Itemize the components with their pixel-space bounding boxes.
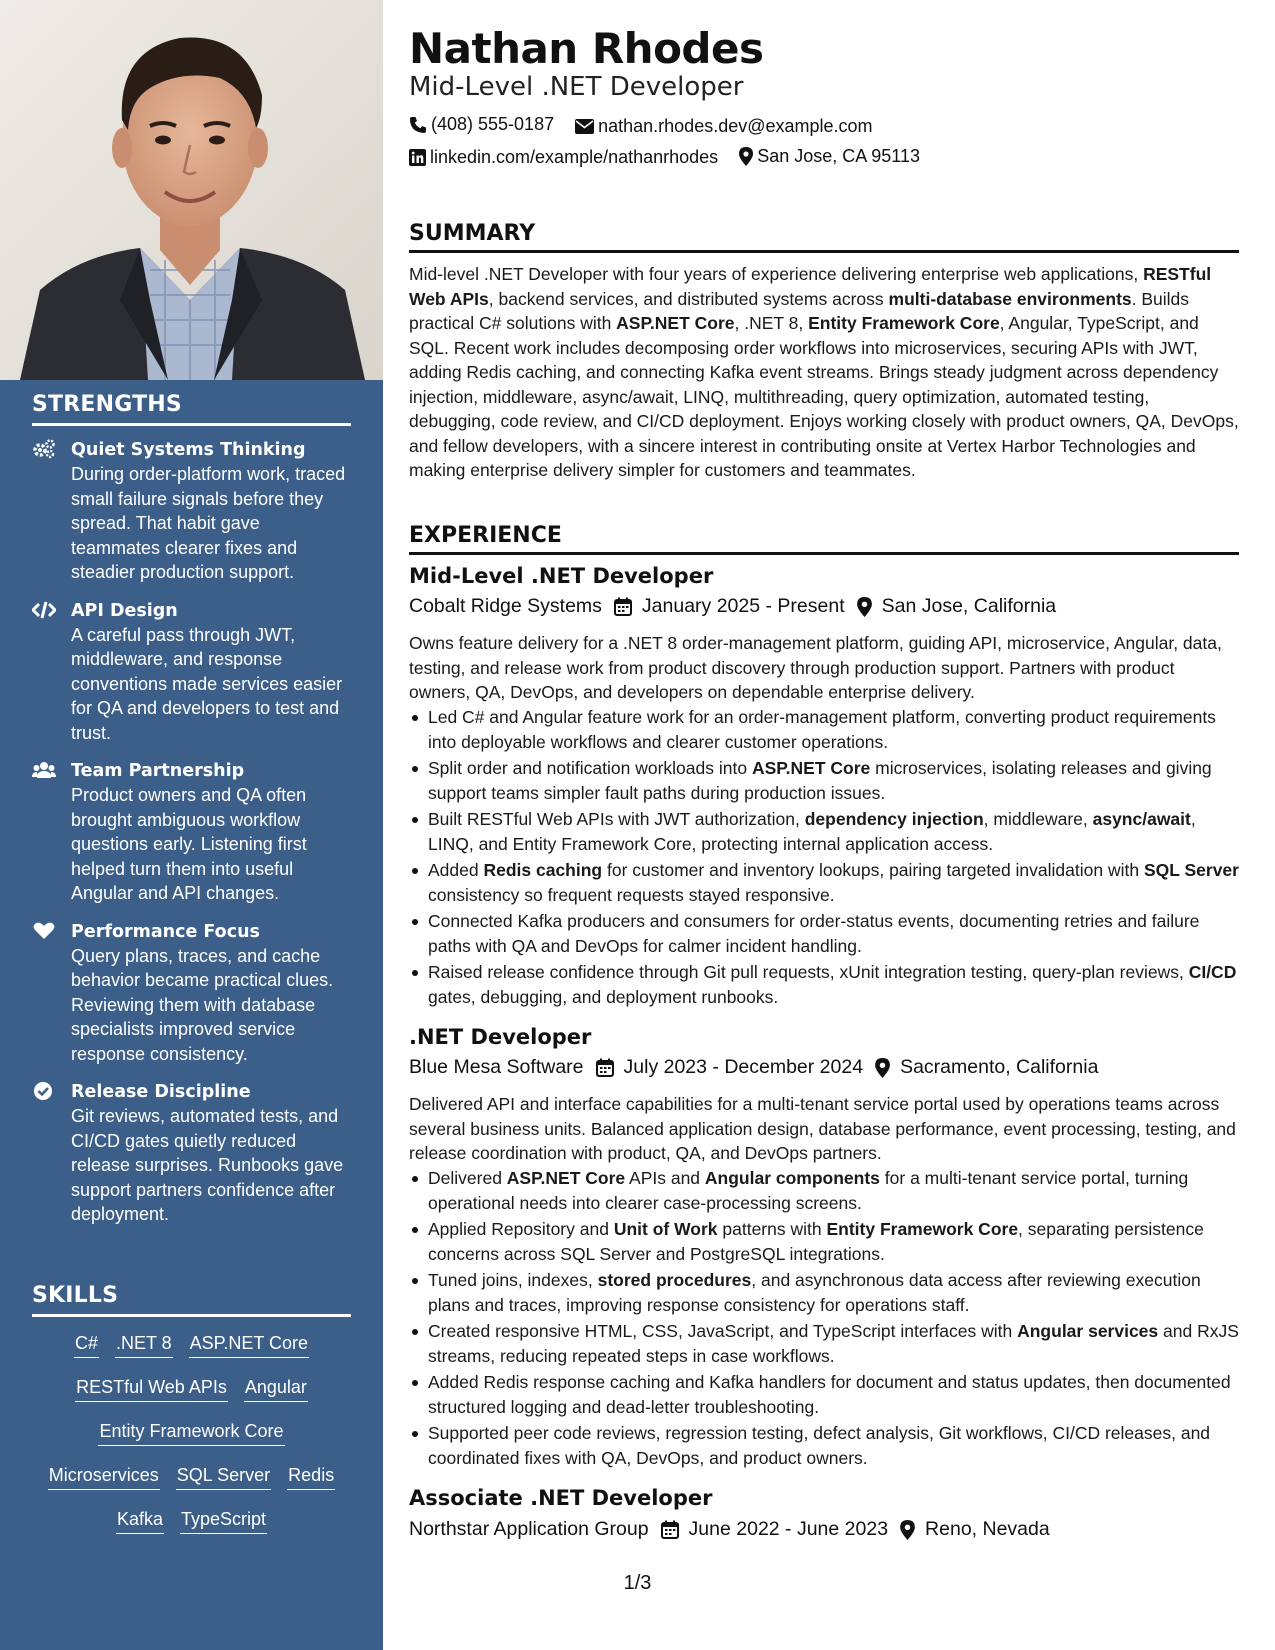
strength-item	[32, 1080, 351, 1227]
list-item: Applied Repository and Unit of Work patterns with Entity Framework Core, separating persistence concerns across SQL Server and PostgreSQL integrations.	[409, 1217, 1239, 1266]
location-contact	[739, 146, 920, 167]
job-description: Delivered API and interface capabilities for a multi-tenant service portal used by operations teams across several business units. Balanced application design, database performance, event processing, testing, and release coordination with product, QA, and DevOps partners.	[409, 1094, 1236, 1163]
list-item: Added Redis caching for customer and inventory lookups, pairing targeted invalidation with SQL Server consistency so frequent requests stayed responsive.	[409, 858, 1239, 907]
skills-heading: SKILLS	[32, 1283, 351, 1317]
job-title: .NET Developer	[409, 1025, 592, 1049]
strength-title: Performance Focus	[71, 921, 260, 942]
phone-contact[interactable]	[409, 114, 554, 135]
contact-row	[409, 114, 889, 139]
list-item: Added Redis response caching and Kafka handlers for document and status updates, then documented structured logging and dead-letter troubleshooting.	[409, 1370, 1239, 1419]
skill-tag: Angular	[244, 1375, 308, 1402]
list-item: Tuned joins, indexes, stored procedures, and asynchronous data access after reviewing execution plans and traces, improving response consistency for operations staff.	[409, 1268, 1239, 1317]
linkedin-text: linkedin.com/example/nathanrhodes	[430, 147, 719, 167]
map-pin-icon	[900, 1520, 915, 1540]
strength-text: A careful pass through JWT, middleware, and response conventions made services easier for QA and developers to test and trust.	[71, 624, 343, 743]
strengths-heading: STRENGTHS	[32, 392, 351, 426]
skill-tag: Redis	[287, 1463, 335, 1490]
strength-text: During order-platform work, traced small failure signals before they spread. That habit gave teammates clearer fixes and steadier production support.	[71, 464, 346, 582]
job-location: San Jose, California	[881, 595, 1057, 617]
list-item: Connected Kafka producers and consumers for order-status events, documenting retries and failure paths with QA and DevOps for calmer incident handling.	[409, 909, 1239, 958]
skill-tag: Kafka	[116, 1507, 164, 1534]
job-description: Owns feature delivery for a .NET 8 order-management platform, guiding API, microservice, Angular, data, testing, and release work from product discovery through production support. Partners with product owners, QA, DevOps, and developers on dependable enterprise delivery.	[409, 633, 1222, 702]
strength-title: API Design	[71, 600, 178, 621]
location-text: San Jose, CA 95113	[757, 146, 920, 166]
check-circle-icon	[32, 1081, 56, 1101]
gears-icon	[32, 439, 56, 459]
strength-text: Query plans, traces, and cache behavior became practical clues. Reviewing them with database specialists improved service response consistency.	[71, 945, 334, 1064]
strength-item	[32, 599, 351, 746]
summary-text: Mid-level .NET Developer with four years of experience delivering enterprise web applications, RESTful Web APIs, backend services, and distributed systems across multi-database environments. Builds practical C# solutions with ASP.NET Core, .NET 8, Entity Framework Core, Angular, TypeScript, and SQL. Recent work includes decomposing order workflows into microservices, securing APIs with JWT, adding Redis caching, and connecting Kafka event streams. Brings steady judgment across dependency injection, middleware, async/await, LINQ, multithreading, query optimization, automated testing, debugging, code review, and CI/CD deployment. Enjoys working closely with product owners, QA, DevOps, and fellow developers, with a sincere interest in contributing onsite at Vertex Harbor Technologies and making enterprise delivery simpler for customers and teammates.	[409, 264, 1239, 480]
job-bullets	[409, 705, 1239, 1011]
calendar-icon	[661, 1520, 679, 1539]
linkedin-contact[interactable]	[409, 147, 718, 168]
list-item: Created responsive HTML, CSS, JavaScript, and TypeScript interfaces with Angular services and RxJS streams, reducing repeated steps in case workflows.	[409, 1319, 1239, 1368]
job-title: Mid-Level .NET Developer	[409, 564, 714, 588]
map-pin-icon	[857, 597, 872, 617]
contact-row	[409, 146, 936, 171]
summary-heading: SUMMARY	[409, 221, 1239, 253]
calendar-icon	[596, 1058, 614, 1077]
email-contact[interactable]	[575, 116, 872, 137]
skill-tag: C#	[74, 1331, 99, 1358]
skills-section	[32, 1283, 351, 1551]
list-item: Split order and notification workloads into ASP.NET Core microservices, isolating releases and giving support teams simpler fault paths during production issues.	[409, 756, 1239, 805]
map-pin-icon	[875, 1058, 890, 1078]
job-dates: June 2022 - June 2023	[688, 1518, 889, 1540]
strength-item	[32, 920, 351, 1067]
email-text: nathan.rhodes.dev@example.com	[598, 115, 873, 136]
job-bullets	[409, 1166, 1239, 1472]
job-location: Sacramento, California	[900, 1056, 1099, 1078]
list-item: Raised release confidence through Git pull requests, xUnit integration testing, query-plan reviews, CI/CD gates, debugging, and deployment runbooks.	[409, 960, 1239, 1009]
company-name: Cobalt Ridge Systems	[409, 595, 602, 617]
list-item: Led C# and Angular feature work for an order-management platform, converting product requirements into deployable workflows and clearer customer operations.	[409, 705, 1239, 754]
job-meta	[409, 1056, 1098, 1079]
job-dates: January 2025 - Present	[641, 595, 845, 617]
page-number: 1/3	[623, 1572, 652, 1594]
company-name: Blue Mesa Software	[409, 1056, 584, 1078]
skill-tag: .NET 8	[115, 1331, 173, 1358]
company-name: Northstar Application Group	[409, 1518, 649, 1540]
experience-heading: EXPERIENCE	[409, 523, 1239, 555]
job-meta	[409, 595, 1056, 618]
skill-tag: SQL Server	[176, 1463, 271, 1490]
users-icon	[32, 760, 56, 780]
code-icon	[32, 600, 56, 620]
job-location: Reno, Nevada	[925, 1518, 1050, 1540]
skill-tag: Entity Framework Core	[98, 1419, 284, 1446]
skills-list	[32, 1331, 351, 1534]
skill-tag: TypeScript	[180, 1507, 267, 1534]
skill-tag: ASP.NET Core	[189, 1331, 309, 1358]
strength-title: Team Partnership	[71, 761, 245, 781]
skill-tag: RESTful Web APIs	[75, 1375, 228, 1402]
map-pin-icon	[739, 147, 753, 166]
job-dates: July 2023 - December 2024	[623, 1056, 864, 1078]
strength-title: Quiet Systems Thinking	[71, 440, 306, 460]
candidate-title: Mid-Level .NET Developer	[409, 72, 744, 102]
strength-text: Product owners and QA often brought ambiguous workflow questions early. Listening first helped turn them into useful Angular and API changes.	[71, 785, 307, 903]
job-title: Associate .NET Developer	[409, 1486, 713, 1510]
calendar-icon	[614, 597, 632, 616]
job-meta	[409, 1518, 1050, 1541]
strength-title: Release Discipline	[71, 1082, 251, 1102]
strength-text: Git reviews, automated tests, and CI/CD gates quietly reduced release surprises. Runbooks gave support partners confidence after deployment.	[71, 1106, 344, 1224]
strengths-section	[32, 392, 351, 1227]
list-item: Supported peer code reviews, regression testing, defect analysis, Git workflows, CI/CD releases, and coordinated fixes with QA, DevOps, and product owners.	[409, 1421, 1239, 1470]
strength-item	[32, 759, 351, 906]
strength-item	[32, 438, 351, 585]
phone-text: (408) 555-0187	[431, 114, 555, 134]
linkedin-icon	[409, 149, 426, 166]
skill-tag: Microservices	[48, 1463, 160, 1490]
heart-icon	[32, 921, 56, 941]
list-item: Built RESTful Web APIs with JWT authorization, dependency injection, middleware, async/await, LINQ, and Entity Framework Core, protecting internal application access.	[409, 807, 1239, 856]
phone-icon	[409, 116, 427, 134]
sidebar	[0, 0, 383, 1650]
envelope-icon	[575, 119, 594, 134]
profile-photo	[0, 0, 383, 380]
list-item: Delivered ASP.NET Core APIs and Angular components for a multi-tenant service portal, turning operational needs into clearer case-processing screens.	[409, 1166, 1239, 1215]
candidate-name: Nathan Rhodes	[409, 24, 764, 73]
